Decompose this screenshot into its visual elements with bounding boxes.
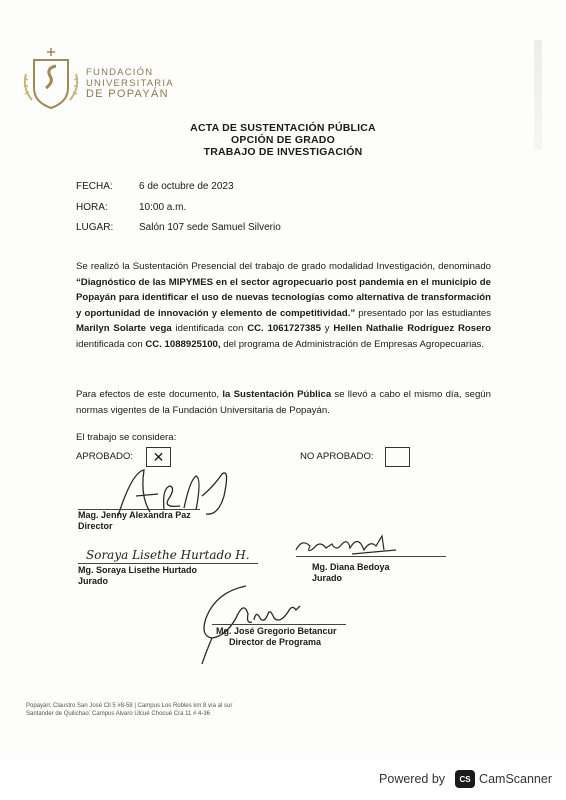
hora-label: HORA: xyxy=(76,202,108,213)
jurado2-name: Mg. Diana Bedoya xyxy=(312,562,390,572)
jurado1-name: Mg. Soraya Lisethe Hurtado xyxy=(78,565,198,575)
body-paragraph-2: Para efectos de este documento, la Sustentación Pública se llevó a cabo el mismo día, según normas vigentes de la Fundación Universitaria de Popayán. xyxy=(76,389,491,416)
lugar-value: Salón 107 sede Samuel Silverio xyxy=(139,222,281,233)
jurado1-signature-line xyxy=(78,563,258,564)
aprobado-checkbox xyxy=(146,447,171,467)
camscanner-logo-icon: CS xyxy=(455,770,475,788)
camscanner-watermark xyxy=(379,767,552,791)
university-logo xyxy=(20,44,180,114)
body-paragraph-1: Se realizó la Sustentación Presencial del trabajo de grado modalidad Investigación, denominado “Diagnóstico de las MIPYMES en el sector agropecuario post pandemia en el municipio de Popayán para identificar el uso de nuevas tecnologías como alternativa de transformación y oportunidad de innovación y elemento de competitividad.” presentado por las estudiantes Marilyn Solarte vega identificada con CC. 1061727385 y Hellen Nathalie Rodríguez Rosero identificada con CC. 1088925100, del programa de Administración de Empresas Agropecuarias. xyxy=(76,261,492,350)
camscanner-brand: CamScanner xyxy=(479,772,552,786)
program-director-signature-line xyxy=(212,624,346,625)
aprobado-label: APROBADO: xyxy=(76,451,134,462)
jurado2-role: Jurado xyxy=(312,573,343,583)
director-name: Mag. Jenny Alexandra Paz xyxy=(78,510,191,520)
jurado2-signature-line xyxy=(296,556,446,557)
jurado1-role: Jurado xyxy=(78,576,109,586)
director-role: Director xyxy=(78,521,113,531)
document-subtitle-2: TRABAJO DE INVESTIGACIÓN xyxy=(203,146,363,158)
no-aprobado-label: NO APROBADO: xyxy=(300,451,374,462)
hora-value: 10:00 a.m. xyxy=(139,202,187,213)
powered-by-label: Powered by xyxy=(379,772,446,786)
university-seal-icon xyxy=(20,44,82,112)
program-director-signature xyxy=(196,578,326,668)
lugar-label: LUGAR: xyxy=(76,222,114,233)
aprobado-checkmark: ✕ xyxy=(152,449,165,465)
document-subtitle: OPCIÓN DE GRADO xyxy=(231,134,335,146)
considera-label: El trabajo se considera: xyxy=(76,432,177,443)
fecha-label: FECHA: xyxy=(76,181,113,192)
fecha-value: 6 de octubre de 2023 xyxy=(139,181,234,192)
program-director-name: Mg. José Gregorio Betancur xyxy=(216,626,337,636)
footer-addresses: Popayán: Claustro San José Cll 5 #8-58 | Campus Los Robles km 8 vía al sur Santander de Quilichao: Campus Alvaro Ulcué Chocué Cra 11 # 4-36 xyxy=(26,703,233,717)
jurado1-handwritten-signature: Soraya Lisethe Hurtado H. xyxy=(86,548,250,562)
no-aprobado-checkbox xyxy=(385,447,410,467)
program-director-role: Director de Programa xyxy=(229,637,322,647)
document-title: ACTA DE SUSTENTACIÓN PÚBLICA xyxy=(190,122,376,134)
university-name: FUNDACIÓN UNIVERSITARIA DE POPAYÁN xyxy=(86,67,174,100)
